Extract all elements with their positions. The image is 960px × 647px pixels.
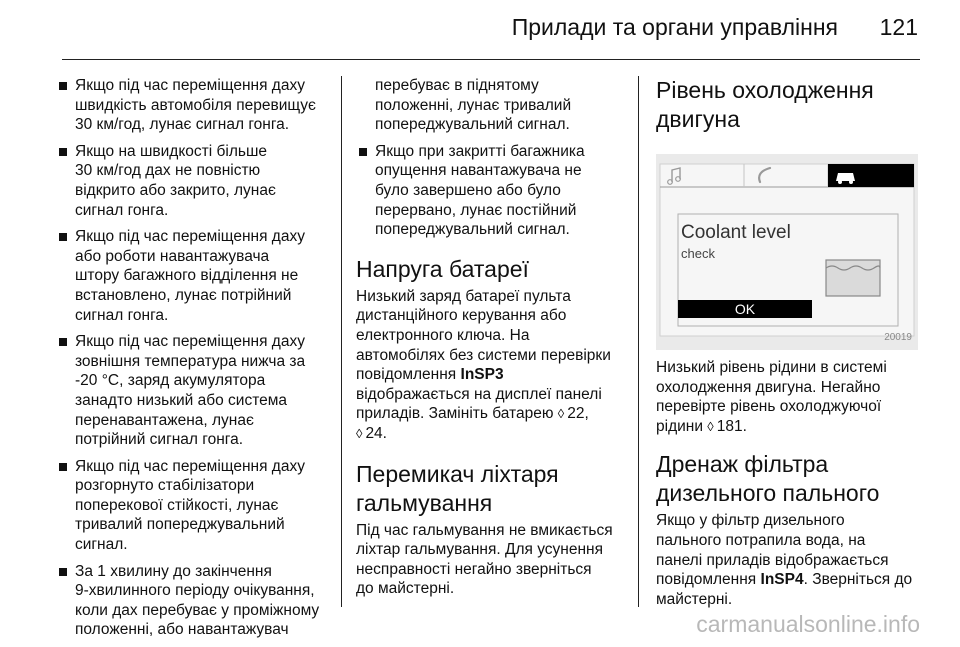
text-line — [356, 404, 624, 424]
text-span: рідини — [656, 417, 703, 435]
text-line: перевірте рівень охолоджуючої — [656, 398, 882, 416]
coolant-tank-icon — [826, 260, 880, 296]
text-line: положенні, або навантажувач — [75, 621, 289, 639]
page-header-title: Прилади та органи управління — [511, 14, 838, 40]
coolant-display-figure — [656, 154, 918, 350]
text-line: тривалий попереджувальний — [75, 516, 285, 534]
heading-line: Рівень охолодження — [656, 77, 874, 103]
text-line: 9-хвилинного періоду очікування, — [75, 582, 315, 600]
text-line: Якщо під час переміщення даху — [75, 457, 305, 475]
display-illustration — [656, 154, 918, 350]
text-line: дистанційного керування або — [356, 307, 567, 325]
text-line: сигнал гонга. — [75, 201, 169, 219]
text-line: або роботи навантажувача — [75, 247, 270, 265]
text-line: автомобілях без системи перевірки — [356, 346, 611, 364]
text-line: відображається на дисплеї панелі — [356, 385, 602, 403]
text-line: охолодження двигуна. Негайно — [656, 378, 881, 396]
display-subtitle: check — [681, 246, 715, 261]
battery-heading: Напруга батареї — [356, 255, 529, 282]
text-line: Якщо під час переміщення даху — [75, 77, 305, 94]
text-line: відкрито або закрито, лунає — [75, 181, 276, 199]
text-line: майстерні. — [656, 590, 733, 608]
diesel-filter-paragraph — [656, 511, 922, 609]
text-line: панелі приладів відображається — [656, 551, 889, 569]
text-span: повідомлення — [356, 366, 457, 384]
page-reference-icon: ◊ — [707, 418, 714, 434]
heading-line: Дренаж фільтра — [656, 451, 829, 478]
text-line: перенавантажена, лунає — [75, 411, 254, 429]
text-line: Якщо під час переміщення даху — [75, 333, 305, 351]
page-reference[interactable]: 181. — [716, 417, 747, 435]
text-span: приладів. Замініть батарею — [356, 405, 554, 423]
bullet-item — [356, 142, 624, 240]
header-rule — [62, 59, 920, 60]
text-line: Під час гальмування не вмикається — [356, 521, 613, 539]
display-title: Coolant level — [681, 222, 791, 243]
text-line: несправності негайно зверніться — [356, 560, 592, 578]
text-line — [656, 417, 922, 437]
text-line: Якщо під час переміщення даху — [75, 228, 305, 246]
bullet-item — [56, 227, 330, 325]
text-line — [356, 365, 624, 385]
bullet-item — [56, 562, 330, 640]
bullet-continuation — [356, 76, 624, 135]
brake-light-paragraph — [356, 521, 624, 599]
ok-button-label: OK — [734, 301, 756, 317]
coolant-heading — [656, 76, 922, 134]
column-1 — [56, 76, 330, 647]
text-line: штору багажного відділення не — [75, 267, 299, 285]
text-line: електронного ключа. На — [356, 326, 530, 344]
text-line: 30 км/год, лунає сигнал гонга. — [75, 116, 290, 134]
text-line: потрійний сигнал гонга. — [75, 431, 244, 449]
text-line: було завершено або було — [375, 181, 561, 199]
column-divider-1 — [341, 76, 342, 607]
text-line: попереджувальний сигнал. — [375, 221, 570, 239]
page-number: 121 — [879, 14, 918, 40]
text-line: сигнал гонга. — [75, 306, 169, 324]
page-reference-icon: ◊ — [557, 406, 565, 422]
text-line: Якщо у фільтр дизельного — [656, 512, 845, 530]
text-span: . Зверніться до — [803, 571, 913, 589]
text-line: встановлено, лунає потрійний — [75, 286, 292, 304]
text-line: коли дах перебуває у проміжному — [75, 601, 320, 619]
page-reference[interactable]: 22, — [567, 405, 589, 423]
text-span: повідомлення — [656, 571, 757, 589]
text-line: пального потрапила вода, на — [656, 531, 866, 549]
text-line — [656, 570, 922, 590]
bullet-item — [56, 142, 330, 220]
text-line: Низький рівень рідини в системі — [656, 359, 887, 376]
coolant-paragraph — [656, 358, 922, 436]
text-line: до майстерні. — [356, 580, 455, 598]
text-line: швидкість автомобіля перевищує — [75, 96, 316, 114]
text-line: 30 км/год дах не повністю — [75, 162, 261, 180]
text-line: сигнал. — [75, 536, 128, 554]
text-line: занадто низький або система — [75, 391, 288, 409]
text-line: опущення навантажувача не — [375, 162, 582, 180]
figure-number: 20019 — [884, 332, 912, 344]
text-line: поперекової стійкості, лунає — [75, 496, 279, 514]
column-2 — [356, 76, 624, 599]
bullet-item — [56, 332, 330, 450]
text-line: За 1 хвилину до закінчення — [75, 562, 272, 580]
message-code: InSP4 — [760, 571, 804, 589]
text-line — [356, 424, 624, 444]
text-line: зовнішня температура нижча за — [75, 352, 306, 370]
message-code: InSP3 — [460, 366, 504, 384]
column-3 — [656, 76, 922, 609]
brake-light-heading — [356, 460, 624, 518]
column-divider-2 — [638, 76, 639, 607]
text-line: Якщо на швидкості більше — [75, 142, 268, 160]
text-line: положенні, лунає тривалий — [375, 96, 572, 114]
heading-line: дизельного пального — [656, 480, 880, 507]
text-line: розгорнуто стабілізатори — [75, 477, 255, 495]
bullet-item — [56, 457, 330, 555]
text-line: Низький заряд батареї пульта — [356, 287, 571, 305]
heading-line: двигуна — [656, 106, 740, 132]
page-reference-icon: ◊ — [356, 425, 363, 441]
text-line: Якщо при закритті багажника — [375, 142, 585, 160]
text-line: перебуває в піднятому — [375, 77, 539, 94]
battery-paragraph — [356, 287, 624, 444]
heading-line: Перемикач ліхтаря — [356, 460, 559, 487]
bullet-item — [56, 76, 330, 135]
diesel-filter-heading — [656, 450, 922, 508]
text-line: -20 °C, заряд акумулятора — [75, 372, 266, 390]
text-line: попереджувальний сигнал. — [375, 116, 570, 134]
page-reference[interactable]: 24. — [365, 424, 387, 442]
heading-line: гальмування — [356, 489, 493, 516]
text-line: перервано, лунає постійний — [375, 201, 577, 219]
footer-watermark: carmanualsonline.info — [696, 611, 920, 637]
text-line: ліхтар гальмування. Для усунення — [356, 541, 603, 559]
